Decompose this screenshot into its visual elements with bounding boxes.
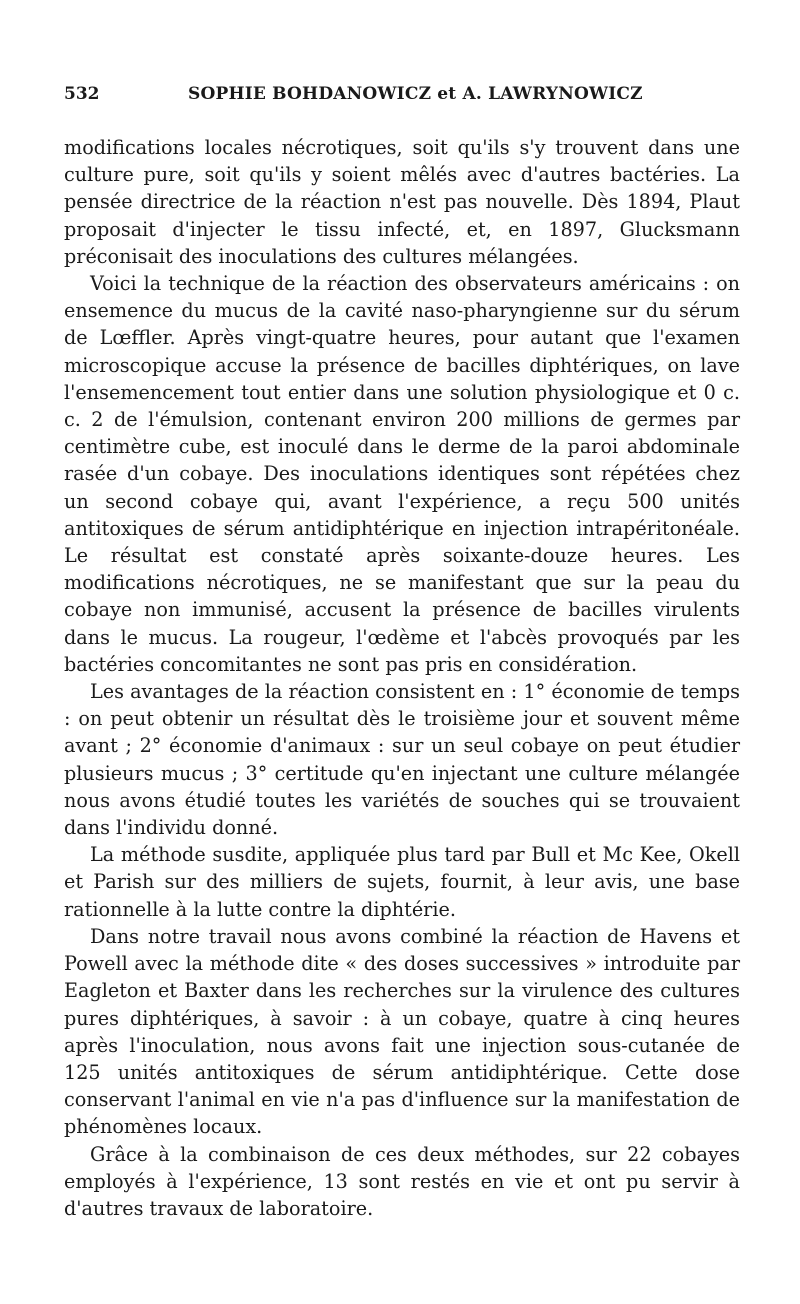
paragraph: Les avantages de la réaction consistent en : 1° économie de temps : on peut obtenir un résultat dès le troisième jour et souvent même avant ; 2° économie d'animaux : sur un seul cobaye on peut étudier plusieurs mucus ; 3° certitude qu'en injectant une culture mélangée nous avons étudié toutes les variétés de souches qui se trouvaient dans l'individu donné.	[64, 680, 740, 840]
page-header	[64, 84, 740, 118]
body-text	[64, 134, 740, 1222]
paragraph: La méthode susdite, appliquée plus tard par Bull et Mc Kee, Okell et Parish sur des milliers de sujets, fournit, à leur avis, une base rationnelle à la lutte contre la diphtérie.	[64, 843, 740, 921]
paragraph: Grâce à la combinaison de ces deux méthodes, sur 22 cobayes employés à l'expérience, 13 sont restés en vie et ont pu servir à d'autres travaux de laboratoire.	[64, 1142, 740, 1220]
page-number: 532	[64, 84, 100, 104]
paragraph: Voici la technique de la réaction des observateurs américains : on ensemence du mucus de la cavité naso-pharyngienne sur du sérum de Lœffler. Après vingt-quatre heures, pour autant que l'examen microscopique accuse la présence de bacilles diphtériques, on lave l'ensemencement tout entier dans une solution physiologique et 0 c. c. 2 de l'émulsion, contenant environ 200 millions de germes par centimètre cube, est inoculé dans le derme de la paroi abdominale rasée d'un cobaye. Des inoculations identiques sont répétées chez un second cobaye qui, avant l'expérience, a reçu 500 unités antitoxiques de sérum antidiphtérique en injection intrapéritonéale. Le résultat est constaté après soixante-douze heures. Les modifications nécrotiques, ne se manifestant que sur la peau du cobaye non immunisé, accusent la présence de bacilles virulents dans le mucus. La rougeur, l'œdème et l'abcès provoqués par les bactéries concomitantes ne sont pas pris en considération.	[64, 272, 740, 676]
paragraph: Dans notre travail nous avons combiné la réaction de Havens et Powell avec la méthode dite « des doses successives » introduite par Eagleton et Baxter dans les recherches sur la virulence des cultures pures diphtériques, à savoir : à un cobaye, quatre à cinq heures après l'inoculation, nous avons fait une injection sous-cutanée de 125 unités antitoxiques de sérum antidiphtérique. Cette dose conservant l'animal en vie n'a pas d'influence sur la manifestation de phénomènes locaux.	[64, 924, 740, 1139]
running-head: SOPHIE BOHDANOWICZ et A. LAWRYNOWICZ	[188, 84, 643, 104]
paragraph: modifications locales nécrotiques, soit qu'ils s'y trouvent dans une culture pure, soit qu'ils y soient mêlés avec d'autres bactéries. La pensée directrice de la réaction n'est pas nouvelle. Dès 1894, Plaut proposait d'injecter le tissu infecté, et, en 1897, Glucksmann préconisait des inoculations des cultures mélangées.	[64, 136, 740, 268]
page	[64, 84, 740, 1222]
